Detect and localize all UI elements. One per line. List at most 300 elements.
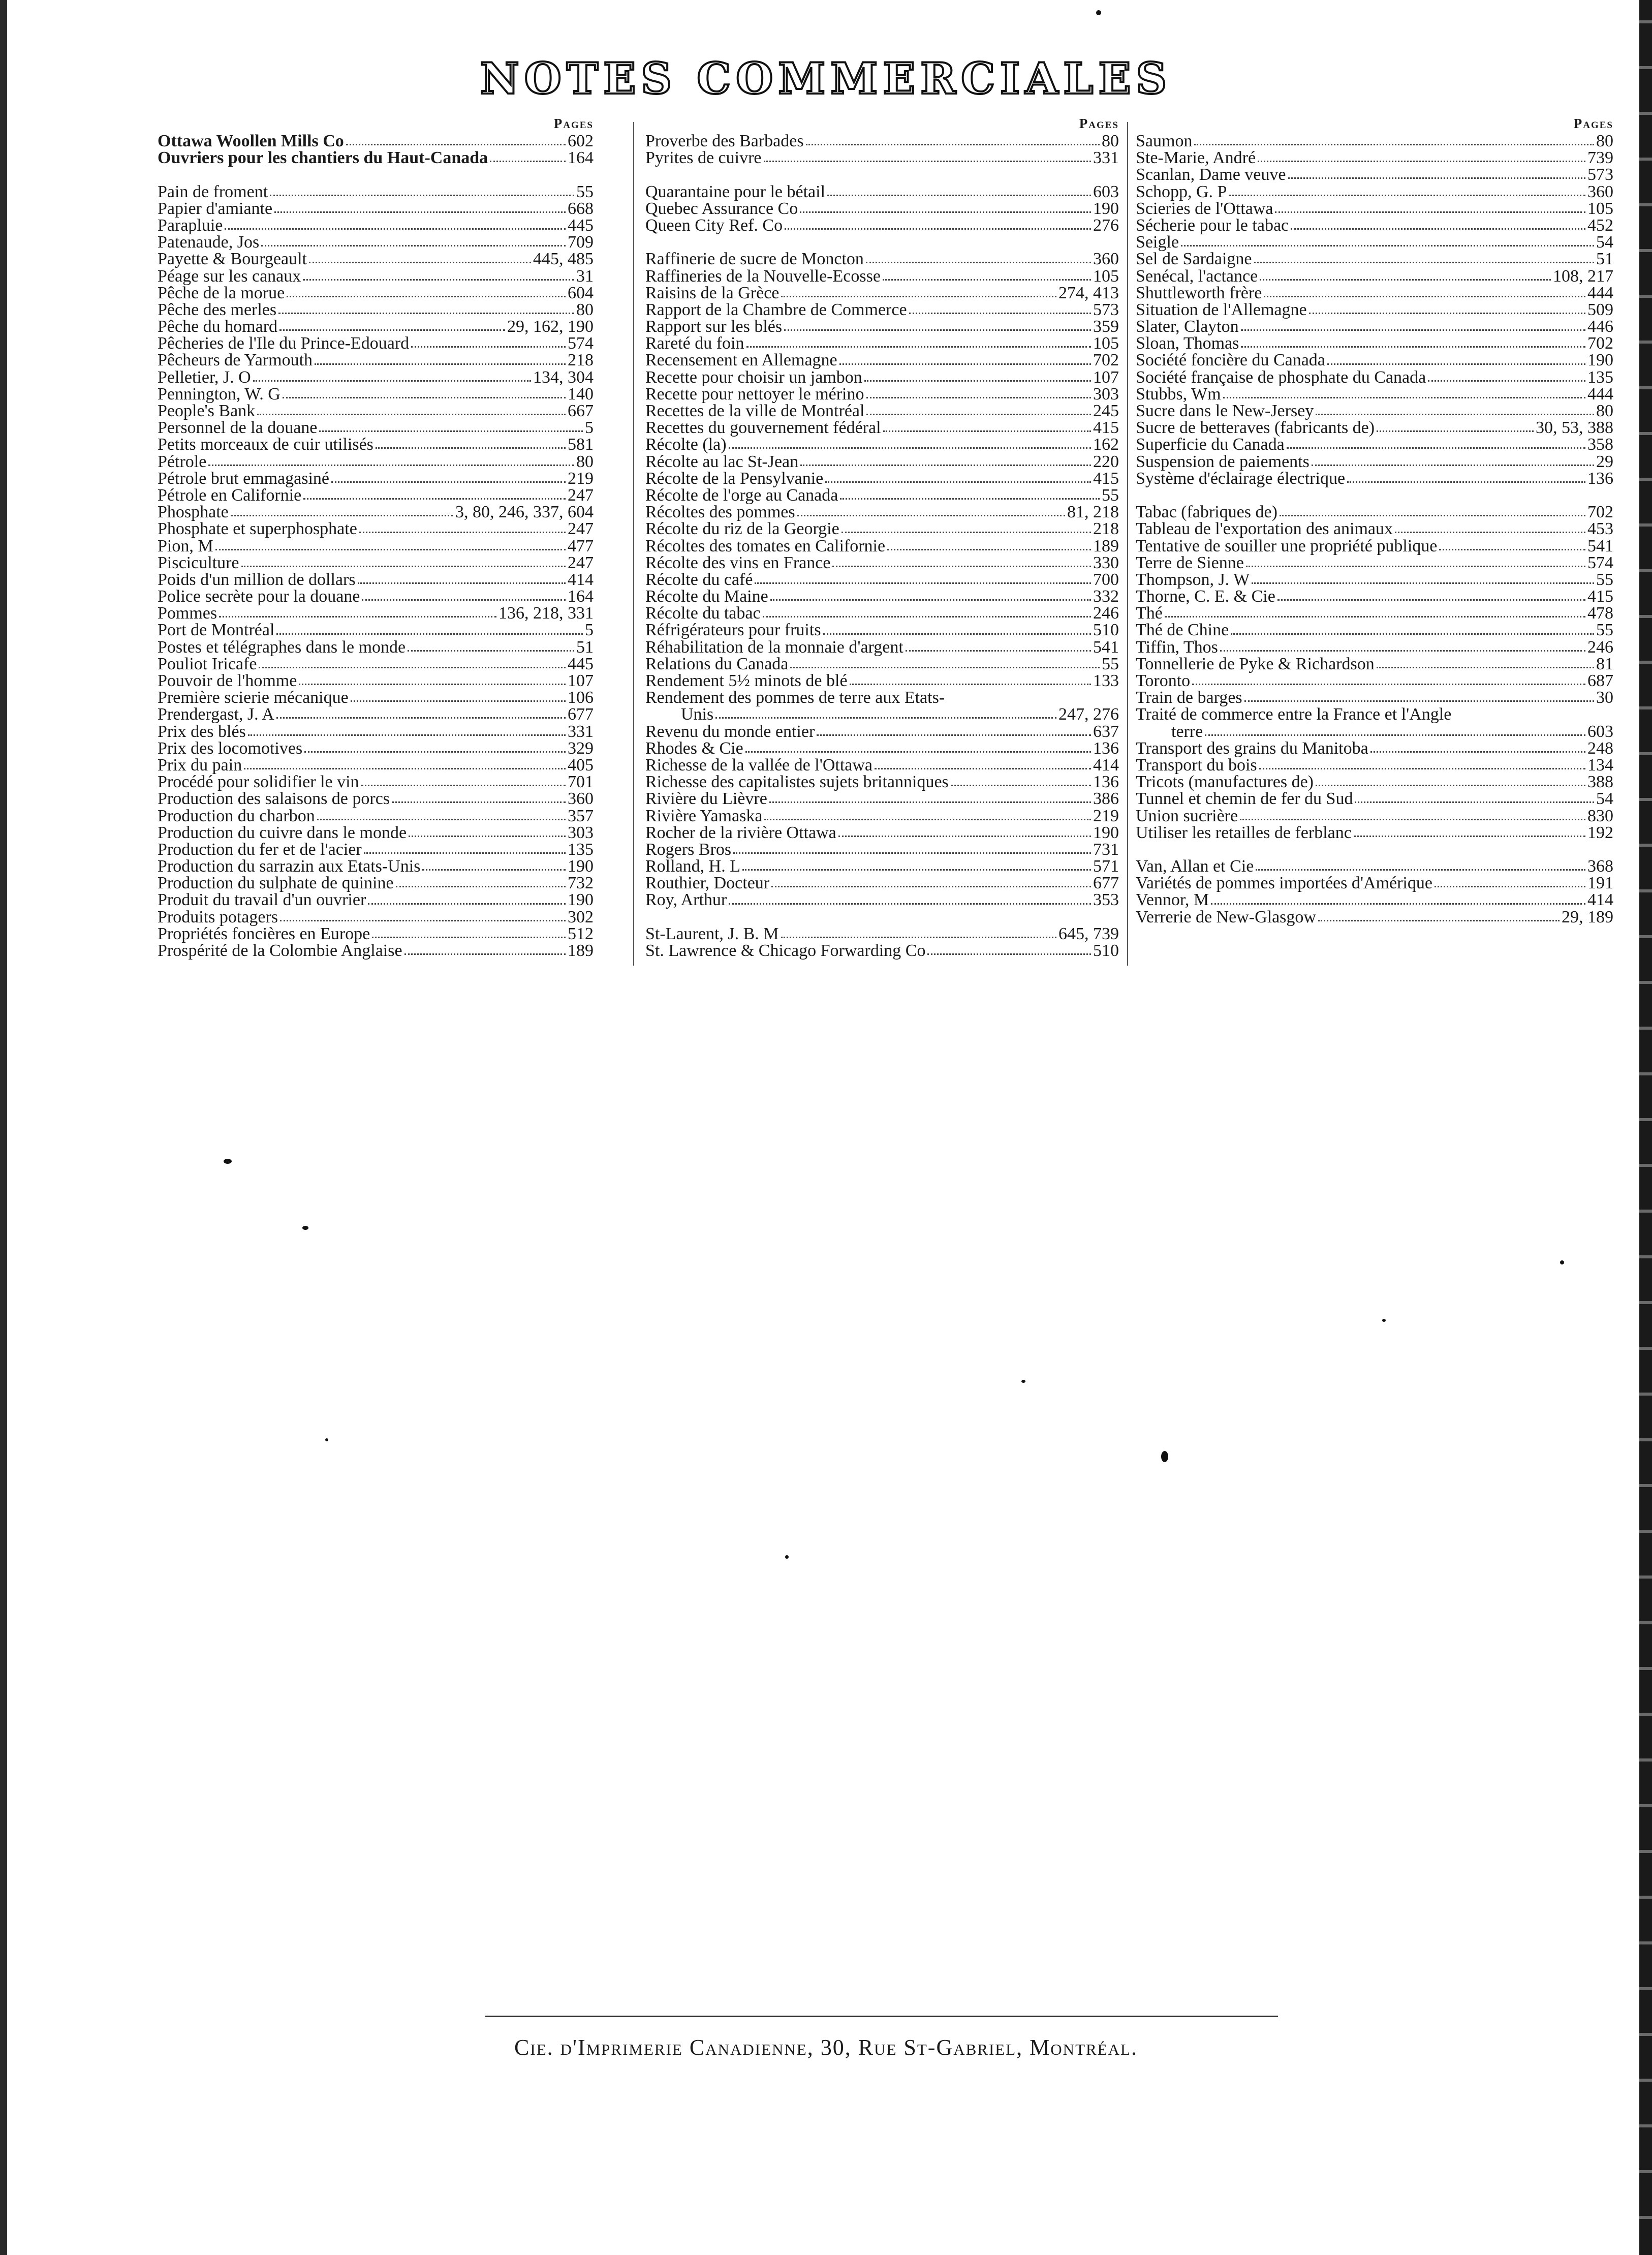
index-entry (1136, 740, 1613, 757)
entry-label: Traité de commerce entre la France et l'Angle (1136, 705, 1452, 724)
leader-dots (755, 582, 1091, 584)
entry-label: Première scierie mécanique (158, 688, 349, 707)
entry-label: Sécherie pour le tabac (1136, 215, 1289, 235)
entry-label: Thompson, J. W (1136, 570, 1250, 589)
entry-label: Pêcheries de l'Ile du Prince-Edouard (158, 334, 410, 353)
entry-page-number: 677 (568, 705, 594, 724)
entry-page-number: 702 (1093, 351, 1119, 370)
index-entry (645, 656, 1119, 672)
entry-label: Récolte de l'orge au Canada (645, 485, 838, 505)
leader-dots (1377, 667, 1594, 668)
entry-label: Produit du travail d'un ouvrier (158, 890, 366, 910)
index-entry (1136, 133, 1613, 149)
entry-page-number: 133 (1093, 671, 1119, 690)
entry-page-number: 55 (1596, 570, 1613, 589)
entry-label: Recettes du gouvernement fédéral (645, 418, 881, 438)
index-entry (1136, 200, 1613, 217)
leader-dots (800, 211, 1091, 213)
index-entry (645, 824, 1119, 841)
section-gap (645, 166, 1119, 183)
leader-dots (883, 279, 1091, 281)
entry-page-number: 731 (1093, 840, 1119, 859)
index-entry (158, 268, 594, 285)
index-entry (158, 790, 594, 807)
entry-page-number: 80 (1596, 132, 1613, 150)
entry-label: Rhodes & Cie (645, 738, 743, 758)
entry-page-number: 276 (1093, 215, 1119, 235)
index-column-3 (1136, 114, 1613, 925)
index-entry (1136, 436, 1613, 453)
leader-dots (411, 346, 566, 348)
entry-label: Sucre dans le New-Jersey (1136, 401, 1314, 420)
entry-page-number: 246 (1093, 604, 1119, 623)
entry-label: Transport du bois (1136, 755, 1257, 775)
index-entry (1136, 470, 1613, 487)
entry-page-number: 190 (1093, 823, 1119, 842)
scan-left-edge (0, 0, 7, 2255)
index-entry (645, 538, 1119, 554)
entry-page-number: 274, 413 (1058, 283, 1119, 302)
entry-page-number: 332 (1093, 587, 1119, 606)
index-entry (645, 858, 1119, 875)
entry-label: Pouliot Iricafe (158, 654, 257, 673)
entry-label: Slater, Clayton (1136, 317, 1239, 336)
leader-dots (1280, 515, 1585, 516)
entry-label: Récolte du Maine (645, 587, 768, 606)
leader-dots (1240, 819, 1585, 820)
leader-dots (276, 633, 583, 635)
entry-page-number: 134 (1587, 755, 1613, 775)
entry-label: Péage sur les canaux (158, 266, 301, 286)
column-divider (633, 122, 634, 966)
leader-dots (1291, 228, 1585, 230)
index-entry (645, 622, 1119, 638)
entry-page-number: 415 (1587, 587, 1613, 606)
entry-label: Tunnel et chemin de fer du Sud (1136, 789, 1353, 809)
column-divider (1127, 122, 1128, 966)
entry-label: Schopp, G. P (1136, 182, 1227, 201)
entry-label: Production du sarrazin aux Etats-Unis (158, 857, 421, 876)
leader-dots (1355, 801, 1594, 803)
index-entry (158, 656, 594, 672)
entry-label: Récolte au lac St-Jean (645, 452, 799, 471)
leader-dots (248, 734, 566, 736)
entry-label: Production du sulphate de quinine (158, 874, 394, 893)
leader-dots (1241, 346, 1585, 348)
entry-label: Toronto (1136, 671, 1191, 690)
index-entry (158, 571, 594, 588)
leader-dots (1220, 650, 1585, 652)
index-entry (645, 436, 1119, 453)
entry-page-number: 136 (1093, 773, 1119, 792)
index-entry (158, 622, 594, 638)
index-entry (158, 520, 594, 537)
index-entry (1136, 757, 1613, 774)
entry-page-number: 668 (568, 199, 594, 218)
entry-label: Pion, M (158, 536, 213, 555)
entry-label: Papier d'amiante (158, 199, 273, 218)
leader-dots (278, 313, 574, 314)
entry-page-number: 51 (576, 637, 594, 657)
entry-label: Tiffin, Thos (1136, 637, 1218, 657)
entry-page-number: 415 (1093, 469, 1119, 488)
leader-dots (280, 920, 566, 921)
entry-label: Unis (681, 705, 714, 724)
entry-label: Récoltes des tomates en Californie (645, 536, 886, 555)
entry-page-number: 31 (576, 266, 594, 286)
entry-label: Récolte (la) (645, 435, 727, 454)
index-entry (158, 285, 594, 301)
leader-dots (781, 296, 1056, 297)
entry-label: Société foncière du Canada (1136, 351, 1325, 370)
leader-dots (785, 228, 1091, 230)
scan-speck (1161, 1451, 1168, 1462)
leader-dots (823, 633, 1091, 635)
entry-label: Pétrole brut emmagasiné (158, 469, 330, 488)
leader-dots (864, 380, 1091, 382)
index-entry (1136, 520, 1613, 537)
section-gap (1136, 487, 1613, 504)
leader-dots (1277, 599, 1585, 601)
leader-dots (763, 616, 1091, 617)
entry-label: Phosphate et superphosphate (158, 519, 357, 539)
index-entry (158, 251, 594, 267)
entry-label: Verrerie de New-Glasgow (1136, 907, 1316, 926)
entry-label: Sel de Sardaigne (1136, 250, 1252, 269)
entry-label: Phosphate (158, 503, 229, 522)
leader-dots (404, 953, 566, 955)
entry-page-number: 30 (1596, 688, 1613, 707)
index-entry (1136, 166, 1613, 183)
entry-page-number: 164 (568, 148, 594, 168)
leader-dots (1244, 700, 1594, 702)
entry-label: Rapport sur les blés (645, 317, 783, 336)
entry-label: Rendement des pommes de terre aux Etats- (645, 688, 945, 707)
leader-dots (1309, 313, 1585, 314)
entry-label: Situation de l'Allemagne (1136, 300, 1307, 319)
leader-dots (359, 532, 566, 533)
leader-dots (1256, 869, 1585, 871)
scan-speck (1021, 1380, 1025, 1383)
index-entry (1136, 588, 1613, 605)
entry-label: Réfrigérateurs pour fruits (645, 621, 821, 640)
entry-label: Procédé pour solidifier le vin (158, 773, 359, 792)
index-entry (1136, 369, 1613, 386)
entry-page-number: 353 (1093, 890, 1119, 910)
entry-label: Système d'éclairage électrique (1136, 469, 1346, 488)
index-entry (1136, 149, 1613, 166)
entry-label: Tableau de l'exportation des animaux (1136, 519, 1393, 539)
entry-label: Pisciculture (158, 553, 239, 572)
index-entry (158, 909, 594, 925)
entry-page-number: 581 (568, 435, 594, 454)
entry-page-number: 54 (1596, 789, 1613, 809)
entry-page-number: 603 (1093, 182, 1119, 201)
index-entry (158, 672, 594, 689)
leader-dots (1165, 616, 1585, 617)
entry-page-number: 388 (1587, 773, 1613, 792)
leader-dots (887, 549, 1091, 550)
leader-dots (1252, 582, 1594, 584)
entry-label: Parapluie (158, 215, 223, 235)
entry-label: Relations du Canada (645, 654, 789, 673)
index-entry (158, 301, 594, 318)
leader-dots (832, 566, 1091, 567)
entry-label: Raffinerie de sucre de Moncton (645, 250, 864, 269)
leader-dots (850, 684, 1091, 685)
index-entry (1136, 301, 1613, 318)
leader-dots (771, 886, 1091, 887)
entry-page-number: 445 (568, 215, 594, 235)
index-entry (158, 335, 594, 352)
entry-page-number: 541 (1587, 536, 1613, 555)
leader-dots (909, 313, 1091, 314)
entry-label: Propriétés foncières en Europe (158, 924, 370, 943)
leader-dots (1264, 296, 1585, 297)
entry-page-number: 702 (1587, 334, 1613, 353)
index-entry (645, 403, 1119, 419)
entry-page-number: 55 (576, 182, 594, 201)
entry-page-number: 360 (1093, 250, 1119, 269)
entry-page-number: 571 (1093, 857, 1119, 876)
entry-page-number: 140 (568, 384, 594, 404)
leader-dots (408, 650, 574, 652)
index-entry (1136, 909, 1613, 925)
leader-dots (396, 886, 566, 887)
entry-label: Pêche du homard (158, 317, 278, 336)
leader-dots (303, 279, 574, 281)
entry-page-number: 574 (568, 334, 594, 353)
entry-page-number: 29, 189 (1562, 907, 1613, 926)
entry-label: Superficie du Canada (1136, 435, 1285, 454)
entry-label: Personnel de la douane (158, 418, 318, 438)
leader-dots (241, 566, 566, 567)
leader-dots (368, 903, 566, 905)
entry-page-number: 445 (568, 654, 594, 673)
index-entry (158, 470, 594, 487)
entry-label: Patenaude, Jos (158, 233, 260, 252)
leader-dots (279, 329, 505, 331)
entry-label: Thé de Chine (1136, 621, 1229, 640)
index-column-2 (645, 114, 1119, 959)
leader-dots (244, 768, 566, 769)
entry-page-number: 51 (1596, 250, 1613, 269)
entry-label: Saumon (1136, 132, 1193, 150)
section-gap (158, 166, 594, 183)
index-entry (1136, 234, 1613, 251)
leader-dots (1259, 768, 1585, 769)
index-entry (158, 689, 594, 706)
entry-label: Réhabilitation de la monnaie d'argent (645, 637, 903, 657)
entry-label: Recette pour nettoyer le mérino (645, 384, 864, 404)
index-entry (158, 352, 594, 368)
index-entry (158, 419, 594, 436)
entry-page-number: 192 (1587, 823, 1613, 842)
entry-label: Tentative de souiller une propriété publique (1136, 536, 1438, 555)
entry-page-number: 29, 162, 190 (507, 317, 594, 336)
leader-dots (1318, 920, 1560, 921)
leader-dots (490, 161, 566, 162)
index-entry (645, 774, 1119, 790)
leader-dots (287, 296, 566, 297)
entry-page-number: 477 (568, 536, 594, 555)
leader-dots (1354, 836, 1585, 837)
entry-page-number: 3, 80, 246, 337, 604 (455, 503, 594, 522)
index-entry (158, 538, 594, 554)
entry-label: Pennington, W. G (158, 384, 280, 404)
entry-page-number: 247 (568, 485, 594, 505)
leader-dots (745, 751, 1091, 753)
leader-dots (351, 700, 566, 702)
index-column-1 (158, 114, 594, 959)
entry-label: Variétés de pommes importées d'Amérique (1136, 874, 1432, 893)
entry-page-number: 136, 218, 331 (498, 604, 594, 623)
entry-label: Richesse des capitalistes sujets britanniques (645, 773, 949, 792)
entry-label: Tricots (manufactures de) (1136, 773, 1314, 792)
entry-page-number: 478 (1587, 604, 1613, 623)
entry-label: Récolte des vins en France (645, 553, 831, 572)
leader-dots (840, 498, 1100, 500)
entry-page-number: 512 (568, 924, 594, 943)
entry-page-number: 603 (1587, 722, 1613, 741)
leader-dots (866, 397, 1092, 398)
entry-page-number: 81 (1596, 654, 1613, 673)
entry-label: Prix des locomotives (158, 738, 303, 758)
leader-dots (1246, 566, 1585, 567)
entry-label: Pêche des merles (158, 300, 277, 319)
leader-dots (729, 903, 1091, 905)
entry-page-number: 55 (1596, 621, 1613, 640)
entry-label: Prospérité de la Colombie Anglaise (158, 941, 402, 960)
index-entry (158, 403, 594, 419)
index-entry (645, 149, 1119, 166)
entry-page-number: 219 (1093, 806, 1119, 825)
index-entry (1136, 706, 1613, 723)
entry-page-number: 701 (568, 773, 594, 792)
entry-page-number: 105 (1587, 199, 1613, 218)
index-entry (1136, 453, 1613, 470)
entry-page-number: 677 (1093, 874, 1119, 893)
index-entry (1136, 672, 1613, 689)
entry-page-number: 602 (568, 132, 594, 150)
scan-speck (224, 1159, 232, 1164)
index-entry (158, 318, 594, 335)
leader-dots (927, 953, 1091, 955)
pages-header: Pages (553, 116, 594, 131)
index-entry (1136, 790, 1613, 807)
index-entry (1136, 875, 1613, 891)
entry-label: Recette pour choisir un jambon (645, 367, 862, 387)
index-entry (158, 369, 594, 386)
entry-page-number: 445, 485 (533, 250, 594, 269)
index-entry (645, 520, 1119, 537)
entry-label: Ottawa Woollen Mills Co (158, 132, 344, 150)
entry-page-number: 645, 739 (1058, 924, 1119, 943)
entry-label: Ouvriers pour les chantiers du Haut-Canada (158, 148, 488, 168)
index-entry (645, 740, 1119, 757)
leader-dots (215, 549, 566, 550)
entry-page-number: 29 (1596, 452, 1613, 471)
entry-page-number: 444 (1587, 283, 1613, 302)
leader-dots (253, 380, 531, 382)
leader-dots (866, 262, 1091, 263)
entry-label: Prendergast, J. A (158, 705, 274, 724)
entry-page-number: 220 (1093, 452, 1119, 471)
leader-dots (317, 819, 566, 820)
section-gap (645, 234, 1119, 251)
entry-page-number: 700 (1093, 570, 1119, 589)
index-entry (645, 808, 1119, 824)
entry-label: Roy, Arthur (645, 890, 727, 910)
entry-page-number: 5 (585, 621, 594, 640)
entry-page-number: 302 (568, 907, 594, 926)
entry-page-number: 190 (1093, 199, 1119, 218)
entry-label: Société française de phosphate du Canada (1136, 367, 1426, 387)
index-entry (1136, 689, 1613, 706)
index-entry (158, 757, 594, 774)
entry-page-number: 219 (568, 469, 594, 488)
entry-page-number: 80 (576, 452, 594, 471)
entry-label: Revenu du monde entier (645, 722, 815, 741)
index-entry (645, 419, 1119, 436)
entry-label: Thorne, C. E. & Cie (1136, 587, 1275, 606)
entry-label: Production du fer et de l'acier (158, 840, 362, 859)
index-entry (158, 639, 594, 656)
entry-page-number: 359 (1093, 317, 1119, 336)
leader-dots (315, 363, 566, 365)
index-entry (645, 891, 1119, 908)
entry-page-number: 247 (568, 519, 594, 539)
leader-dots (219, 616, 496, 617)
index-entry (158, 149, 594, 166)
entry-page-number: 368 (1587, 857, 1613, 876)
index-entry (645, 875, 1119, 891)
index-entry (645, 605, 1119, 622)
leader-dots (1435, 886, 1585, 887)
entry-page-number: 189 (568, 941, 594, 960)
index-entry (1136, 605, 1613, 622)
entry-label: Recensement en Allemagne (645, 351, 837, 370)
index-entry (645, 504, 1119, 520)
entry-page-number: 80 (1596, 401, 1613, 420)
entry-page-number: 414 (1587, 890, 1613, 910)
section-gap (645, 909, 1119, 925)
index-entries (645, 133, 1119, 959)
entry-page-number: 80 (576, 300, 594, 319)
index-entry (158, 453, 594, 470)
index-entry (1136, 571, 1613, 588)
leader-dots (358, 582, 566, 584)
entry-label: Récolte du tabac (645, 604, 761, 623)
index-entry (645, 639, 1119, 656)
entry-label: Queen City Ref. Co (645, 215, 783, 235)
entry-label: St. Lawrence & Chicago Forwarding Co (645, 941, 926, 960)
entry-page-number: 107 (568, 671, 594, 690)
leader-dots (1316, 414, 1594, 415)
index-entry (1136, 268, 1613, 285)
index-entry (158, 858, 594, 875)
entry-page-number: 30, 53, 388 (1536, 418, 1613, 438)
leader-dots (841, 532, 1091, 533)
leader-dots (1260, 279, 1551, 281)
leader-dots (1327, 363, 1585, 365)
index-entry (158, 234, 594, 251)
leader-dots (276, 717, 566, 719)
entry-page-number: 330 (1093, 553, 1119, 572)
leader-dots (1241, 329, 1585, 331)
entry-label: Pyrites de cuivre (645, 148, 762, 168)
index-entry (645, 723, 1119, 740)
